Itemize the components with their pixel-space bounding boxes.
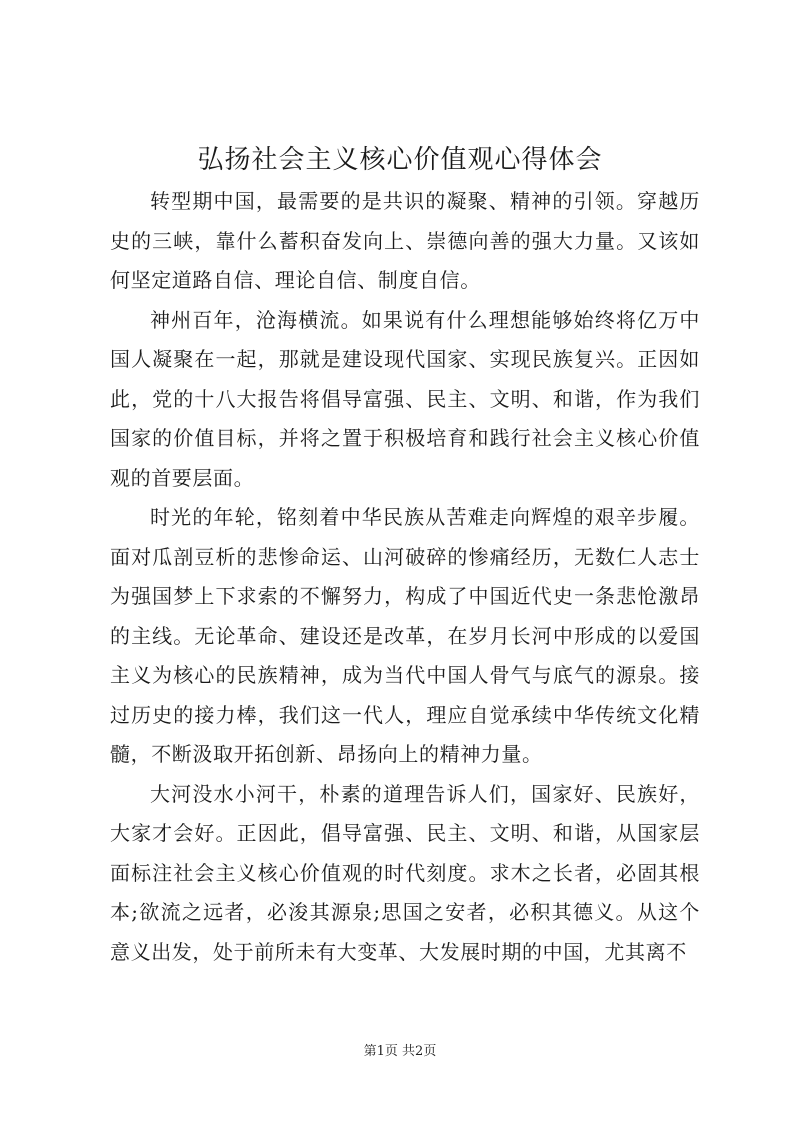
- document-title: 弘扬社会主义核心价值观心得体会: [197, 145, 603, 175]
- page-footer: 第1页 共2页: [363, 1044, 437, 1059]
- paragraph-4: 大河没水小河干，朴素的道理告诉人们，国家好、民族好，大家才会好。正因此，倡导富强、民主、文明、和谐，从国家层面标注社会主义核心价值观的时代刻度。求木之长者，必固其根本;欲流之远者，必浚其源泉;思国之安者，必积其德义。从这个意义出发，处于前所未有大变革、大发展时期的中国，尤其离不: [110, 781, 700, 964]
- paragraph-2: 神州百年，沧海横流。如果说有什么理想能够始终将亿万中国人凝聚在一起，那就是建设现代国家、实现民族复兴。正因如此，党的十八大报告将倡导富强、民主、文明、和谐，作为我们国家的价值目标，并将之置于积极培育和践行社会主义核心价值观的首要层面。: [110, 307, 700, 490]
- document-body: [110, 182, 700, 972]
- paragraph-1: 转型期中国，最需要的是共识的凝聚、精神的引领。穿越历史的三峡，靠什么蓄积奋发向上、崇德向善的强大力量。又该如何坚定道路自信、理论自信、制度自信。: [110, 189, 700, 292]
- paragraph-3: 时光的年轮，铭刻着中华民族从苦难走向辉煌的艰辛步履。面对瓜剖豆析的悲惨命运、山河破碎的惨痛经历，无数仁人志士为强国梦上下求索的不懈努力，构成了中国近代史一条悲怆激昂的主线。无论革命、建设还是改革，在岁月长河中形成的以爱国主义为核心的民族精神，成为当代中国人骨气与底气的源泉。接过历史的接力棒，我们这一代人，理应自觉承续中华传统文化精髓，不断汲取开拓创新、昂扬向上的精神力量。: [110, 505, 700, 766]
